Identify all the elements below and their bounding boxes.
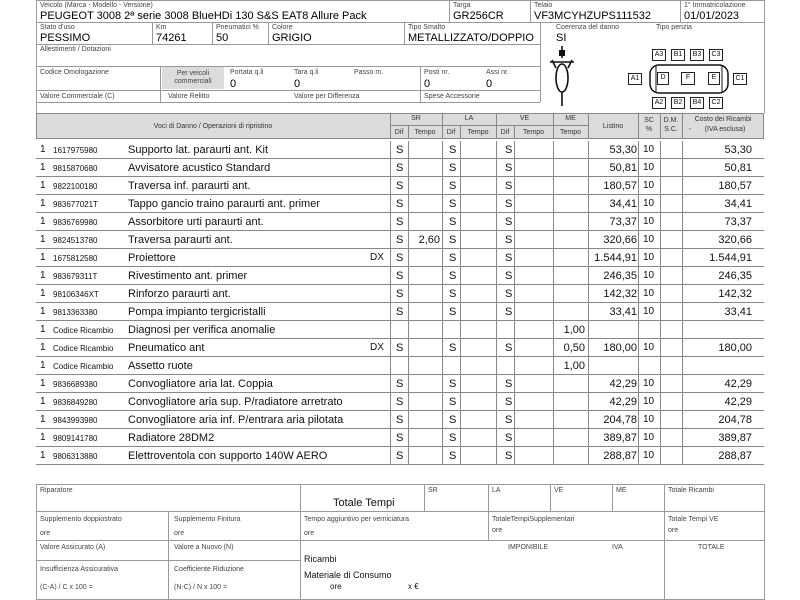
row-code: 9813363380 [53, 308, 98, 317]
row-list-price: 320,66 [603, 234, 637, 246]
row-list-price: 288,87 [603, 450, 637, 462]
row-ve-dif: S [505, 378, 513, 390]
row-la-dif: S [449, 234, 457, 246]
grand-total-label: TOTALE [698, 544, 725, 551]
homolog-label: Codice Omologazione [40, 69, 109, 76]
row-sr-dif: S [396, 414, 404, 426]
row-list-price: 246,35 [603, 270, 637, 282]
summary-ve-label: VE [554, 487, 564, 494]
me-tempo-header: Tempo [559, 129, 581, 136]
row-discount: 10 [643, 450, 655, 461]
row-list-price: 73,37 [609, 216, 637, 228]
axles-value: 0 [486, 78, 493, 90]
row-sr-dif: S [396, 216, 404, 228]
row-qty: 1 [40, 396, 46, 407]
row-code: 9843993980 [53, 416, 98, 425]
row-discount: 10 [643, 414, 655, 425]
row-sr-dif: S [396, 450, 404, 462]
row-ve-dif: S [505, 306, 513, 318]
row-discount: 10 [643, 234, 655, 245]
zone-a1[interactable]: A1 [628, 73, 642, 85]
row-code: 98106346XT [53, 290, 99, 299]
iva-label: IVA [612, 544, 623, 551]
row-description: Proiettore [128, 252, 176, 264]
new-value-label: Valore a Nuovo (N) [174, 544, 234, 551]
row-description: Assorbitore urti paraurti ant. [128, 216, 264, 228]
row-list-price: 33,41 [609, 306, 637, 318]
zone-b1[interactable]: B1 [671, 49, 685, 61]
row-qty: 1 [40, 432, 46, 443]
row-qty: 1 [40, 270, 46, 281]
plate-label: Targa [453, 2, 471, 9]
row-code: 9806313880 [53, 452, 98, 461]
row-parts-cost: 180,57 [718, 180, 752, 192]
row-discount: 10 [643, 270, 655, 281]
model-label: Veicolo (Marca - Modello - Versione) [40, 2, 153, 9]
row-la-dif: S [449, 270, 457, 282]
table-row[interactable] [36, 195, 764, 213]
total-parts-label: Totale Ricambi [668, 487, 714, 494]
col-sr-header: SR [411, 115, 421, 122]
row-description: Tappo gancio traino paraurti ant. primer [128, 198, 320, 210]
row-qty: 1 [40, 144, 46, 155]
row-qty: 1 [40, 306, 46, 317]
row-list-price: 389,87 [603, 432, 637, 444]
table-row[interactable] [36, 141, 764, 159]
table-row[interactable] [36, 303, 764, 321]
row-ve-dif: S [505, 162, 513, 174]
la-tempo-header: Tempo [467, 129, 489, 136]
row-qty: 1 [40, 162, 46, 173]
row-discount: 10 [643, 378, 655, 389]
row-sr-dif: S [396, 378, 404, 390]
row-qty: 1 [40, 450, 46, 461]
row-code: 983679311T [53, 272, 98, 281]
row-parts-cost: 204,78 [718, 414, 752, 426]
row-description: Pneumatico ant [128, 342, 205, 354]
row-sr-dif: S [396, 288, 404, 300]
parts-label: Ricambi [304, 554, 337, 564]
coherence-label: Coerenza del danno [556, 24, 620, 31]
row-description: Elettroventola con supporto 140W AERO [128, 450, 328, 462]
zone-a3[interactable]: A3 [652, 49, 666, 61]
vehicle-tyres: 50 [216, 32, 229, 44]
vin-label: Telaio [534, 2, 553, 9]
row-parts-cost: 246,35 [718, 270, 752, 282]
col-cost-header: Costo dei Ricambi [694, 116, 752, 123]
zone-a2[interactable]: A2 [652, 97, 666, 109]
extra-paint-ore: ore [304, 530, 315, 537]
reduction-coeff-label: Coefficiente Riduzione [174, 566, 244, 573]
nc-formula: (N-C) / N x 100 = [174, 584, 228, 591]
suppl-finish-ore: ore [174, 530, 185, 537]
table-row[interactable] [36, 159, 764, 177]
row-description: Radiatore 28DM2 [128, 432, 215, 444]
row-parts-cost: 320,66 [718, 234, 752, 246]
commercial-value-label: Valore Commerciale (C) [40, 93, 115, 100]
insured-value-label: Valore Assicurato (A) [40, 544, 106, 551]
row-la-dif: S [449, 414, 457, 426]
col-sc-header: SC [644, 117, 654, 124]
table-row[interactable] [36, 285, 764, 303]
row-parts-cost: 50,81 [724, 162, 752, 174]
row-parts-cost: 34,41 [724, 198, 752, 210]
extra-paint-label: Tempo aggiuntivo per verniciatura [304, 516, 410, 523]
row-sr-dif: S [396, 162, 404, 174]
row-ve-dif: S [505, 270, 513, 282]
vehicle-plate: GR256CR [453, 10, 504, 22]
row-discount: 10 [643, 342, 655, 353]
row-ve-dif: S [505, 432, 513, 444]
row-la-dif: S [449, 162, 457, 174]
row-sr-dif: S [396, 432, 404, 444]
row-ve-dif: S [505, 396, 513, 408]
row-la-dif: S [449, 342, 457, 354]
suppl-finish-label: Supplemento Finitura [174, 516, 241, 523]
row-qty: 1 [40, 216, 46, 227]
motorcycle-icon [542, 42, 582, 110]
damage-coherence: SI [556, 32, 567, 44]
vehicle-state: PESSIMO [40, 32, 91, 44]
col-dm-header: D.M. [663, 117, 679, 124]
row-ve-dif: S [505, 414, 513, 426]
row-code: 9824513780 [53, 236, 98, 245]
row-description: Pompa impianto tergicristalli [128, 306, 266, 318]
zone-c3[interactable]: C3 [709, 49, 723, 61]
col-desc-header: Voci di Danno / Operazioni di ripristino [153, 123, 273, 130]
row-parts-cost: 53,30 [724, 144, 752, 156]
row-sr-dif: S [396, 234, 404, 246]
payload-value: 0 [230, 78, 237, 90]
row-parts-cost: 33,41 [724, 306, 752, 318]
row-sr-dif: S [396, 270, 404, 282]
row-code: 1675812580 [53, 254, 98, 263]
row-la-dif: S [449, 198, 457, 210]
row-qty: 1 [40, 252, 46, 263]
suppl-double-label: Supplemento doppiostrato [40, 516, 122, 523]
table-row[interactable] [36, 375, 764, 393]
wheelbase-label: Passo m. [354, 69, 384, 76]
row-list-price: 50,81 [609, 162, 637, 174]
row-code: Codice Ricambio [53, 344, 114, 353]
summary-me-label: ME [616, 487, 627, 494]
row-sr-dif: S [396, 306, 404, 318]
first-reg-date: 01/01/2023 [684, 10, 740, 22]
row-list-price: 204,78 [603, 414, 637, 426]
la-dif-header: Dif [446, 129, 456, 136]
row-description: Convogliatore aria sup. P/radiatore arretrato [128, 396, 343, 408]
row-ve-dif: S [505, 198, 513, 210]
row-la-dif: S [449, 144, 457, 156]
zone-b3[interactable]: B3 [690, 49, 704, 61]
summary-la-label: LA [492, 487, 501, 494]
row-qty: 1 [40, 180, 46, 191]
row-sr-dif: S [396, 180, 404, 192]
row-side: DX [370, 342, 384, 353]
row-qty: 1 [40, 324, 46, 335]
row-list-price: 180,57 [603, 180, 637, 192]
row-list-price: 142,32 [603, 288, 637, 300]
row-description: Avvisatore acustico Standard [128, 162, 271, 174]
table-row[interactable] [36, 429, 764, 447]
consumables-x-euro: x € [408, 582, 419, 591]
row-code: 9836689380 [53, 380, 98, 389]
row-ve-dif: S [505, 144, 513, 156]
commercial-vehicles-box [162, 67, 224, 89]
table-row[interactable] [36, 213, 764, 231]
table-row[interactable] [36, 321, 764, 339]
row-la-dif: S [449, 306, 457, 318]
row-code: Codice Ricambio [53, 362, 114, 371]
col-sc-pct: % [645, 126, 653, 133]
row-list-price: 1.544,91 [594, 252, 637, 264]
col-listino-header: Listino [602, 123, 624, 130]
row-parts-cost: 180,00 [718, 342, 752, 354]
row-code: 9815870680 [53, 164, 98, 173]
consumables-ore: ore [330, 582, 342, 591]
salvage-value-label: Valore Relitto [168, 93, 210, 100]
col-ve-header: VE [519, 115, 530, 122]
trim-label: Allestimenti / Dotazioni [40, 46, 111, 53]
row-list-price: 180,00 [603, 342, 637, 354]
row-qty: 1 [40, 234, 46, 245]
row-sr-dif: S [396, 396, 404, 408]
row-ve-dif: S [505, 216, 513, 228]
first-reg-label: 1° Immatricolazione [684, 2, 746, 9]
total-times-suppl-label: TotaleTempiSupplementari [492, 516, 575, 523]
summary-sr-label: SR [428, 487, 438, 494]
row-parts-cost: 1.544,91 [709, 252, 752, 264]
row-qty: 1 [40, 378, 46, 389]
zone-b4[interactable]: B4 [690, 97, 704, 109]
row-sr-dif: S [396, 252, 404, 264]
row-parts-cost: 42,29 [724, 378, 752, 390]
seats-value: 0 [424, 78, 431, 90]
difference-value-label: Valore per Differenza [294, 93, 360, 100]
table-row[interactable] [36, 393, 764, 411]
row-la-dif: S [449, 432, 457, 444]
total-times-ve-label: Totale Tempi VE [668, 516, 719, 523]
row-code: 9822100180 [53, 182, 98, 191]
zone-d[interactable]: D [657, 72, 669, 85]
row-code: 9836769980 [53, 218, 98, 227]
row-ve-dif: S [505, 342, 513, 354]
suppl-double-ore: ore [40, 530, 51, 537]
row-description: Assetto ruote [128, 360, 193, 372]
ve-dif-header: Dif [500, 129, 510, 136]
row-list-price: 53,30 [609, 144, 637, 156]
row-discount: 10 [643, 288, 655, 299]
row-code: 1617975980 [53, 146, 98, 155]
row-la-dif: S [449, 252, 457, 264]
total-times-label: Totale Tempi [333, 497, 395, 509]
row-ve-dif: S [505, 180, 513, 192]
row-la-dif: S [449, 450, 457, 462]
paint-label: Tipo Smalto [408, 24, 446, 31]
table-row[interactable] [36, 231, 764, 249]
row-code: 9836849280 [53, 398, 98, 407]
row-la-dif: S [449, 180, 457, 192]
ve-tempo-header: Tempo [522, 129, 544, 136]
col-cost-dash: - [688, 126, 692, 133]
ca-formula: (C-A) / C x 100 = [40, 584, 93, 591]
row-ve-dif: S [505, 234, 513, 246]
row-description: Traversa paraurti ant. [128, 234, 233, 246]
row-parts-cost: 288,87 [718, 450, 752, 462]
axles-label: Assi nr. [486, 69, 509, 76]
col-cost-vat: (IVA esclusa) [704, 126, 746, 133]
sr-dif-header: Dif [394, 129, 404, 136]
row-description: Supporto lat. paraurti ant. Kit [128, 144, 269, 156]
repairer-label: Riparatore [40, 487, 73, 494]
row-la-dif: S [449, 216, 457, 228]
row-qty: 1 [40, 360, 46, 371]
zone-e[interactable]: E [708, 72, 720, 85]
col-la-header: LA [464, 115, 474, 122]
row-discount: 10 [643, 162, 655, 173]
total-times-suppl-ore: ore [492, 527, 503, 534]
row-sr-time: 2,60 [418, 234, 440, 246]
row-discount: 10 [643, 396, 655, 407]
row-la-dif: S [449, 378, 457, 390]
table-row[interactable] [36, 267, 764, 285]
total-times-ve-ore: ore [668, 527, 679, 534]
row-ve-dif: S [505, 252, 513, 264]
row-discount: 10 [643, 432, 655, 443]
row-code: Codice Ricambio [53, 326, 114, 335]
table-row[interactable] [36, 357, 764, 375]
row-list-price: 42,29 [609, 396, 637, 408]
vehicle-model: PEUGEOT 3008 2ª serie 3008 BlueHDi 130 S&S EAT8 Allure Pack [40, 10, 367, 22]
row-discount: 10 [643, 252, 655, 263]
col-dm-sc: S.C. [664, 126, 678, 133]
table-row[interactable] [36, 177, 764, 195]
row-description: Rinforzo paraurti ant. [128, 288, 231, 300]
row-discount: 10 [643, 198, 655, 209]
row-code: 983677021T [53, 200, 98, 209]
row-side: DX [370, 252, 384, 263]
tyres-label: Pneumatici % [216, 24, 259, 31]
row-description: Diagnosi per verifica anomalie [128, 324, 276, 336]
row-discount: 10 [643, 216, 655, 227]
sr-tempo-header: Tempo [414, 129, 436, 136]
color-label: Colore [272, 24, 293, 31]
row-la-dif: S [449, 396, 457, 408]
row-description: Rivestimento ant. primer [128, 270, 248, 282]
row-qty: 1 [40, 198, 46, 209]
taxable-label: IMPONIBILE [508, 544, 549, 551]
row-me-time: 1,00 [563, 324, 585, 336]
zone-c2[interactable]: C2 [709, 97, 723, 109]
row-description: Traversa inf. paraurti ant. [128, 180, 251, 192]
km-label: Km [156, 24, 167, 31]
table-row[interactable] [36, 411, 764, 429]
vehicle-paint: METALLIZZATO/DOPPIO [408, 32, 534, 44]
zone-b2[interactable]: B2 [671, 97, 685, 109]
row-discount: 10 [643, 144, 655, 155]
tare-value: 0 [294, 78, 301, 90]
vehicle-km: 74261 [156, 32, 187, 44]
row-list-price: 42,29 [609, 378, 637, 390]
row-me-time: 0,50 [563, 342, 585, 354]
row-me-time: 1,00 [563, 360, 585, 372]
survey-type-label: Tipo perizia [656, 24, 692, 31]
row-qty: 1 [40, 342, 46, 353]
vehicle-color: GRIGIO [272, 32, 312, 44]
row-code: 9809141780 [53, 434, 98, 443]
row-la-dif: S [449, 288, 457, 300]
insurance-shortfall-label: Insufficienza Assicurativa [40, 566, 119, 573]
row-discount: 10 [643, 306, 655, 317]
state-label: Stato d'uso [40, 24, 75, 31]
commercial-label: Per veicoli commerciali [174, 70, 212, 85]
row-sr-dif: S [396, 198, 404, 210]
tare-label: Tara q.li [294, 69, 319, 76]
row-parts-cost: 142,32 [718, 288, 752, 300]
row-parts-cost: 73,37 [724, 216, 752, 228]
row-qty: 1 [40, 414, 46, 425]
consumables-label: Materiale di Consumo [304, 570, 392, 580]
col-me-header: ME [565, 115, 576, 122]
zone-c1[interactable]: C1 [733, 73, 747, 85]
seats-label: Posti nr. [424, 69, 450, 76]
payload-label: Portata q.li [230, 69, 264, 76]
table-row[interactable] [36, 447, 764, 465]
row-description: Convogliatore aria inf. P/entrara aria pilotata [128, 414, 344, 426]
accessory-costs-label: Spese Accessorie [424, 93, 480, 100]
row-sr-dif: S [396, 342, 404, 354]
table-row[interactable] [36, 339, 764, 357]
row-list-price: 34,41 [609, 198, 637, 210]
row-qty: 1 [40, 288, 46, 299]
table-row[interactable] [36, 249, 764, 267]
row-discount: 10 [643, 180, 655, 191]
row-ve-dif: S [505, 288, 513, 300]
vehicle-vin: VF3MCYHZUPS111532 [534, 10, 651, 22]
row-parts-cost: 42,29 [724, 396, 752, 408]
zone-f[interactable]: F [681, 72, 695, 85]
row-parts-cost: 389,87 [718, 432, 752, 444]
row-description: Convogliatore aria lat. Coppia [128, 378, 273, 390]
row-ve-dif: S [505, 450, 513, 462]
row-sr-dif: S [396, 144, 404, 156]
